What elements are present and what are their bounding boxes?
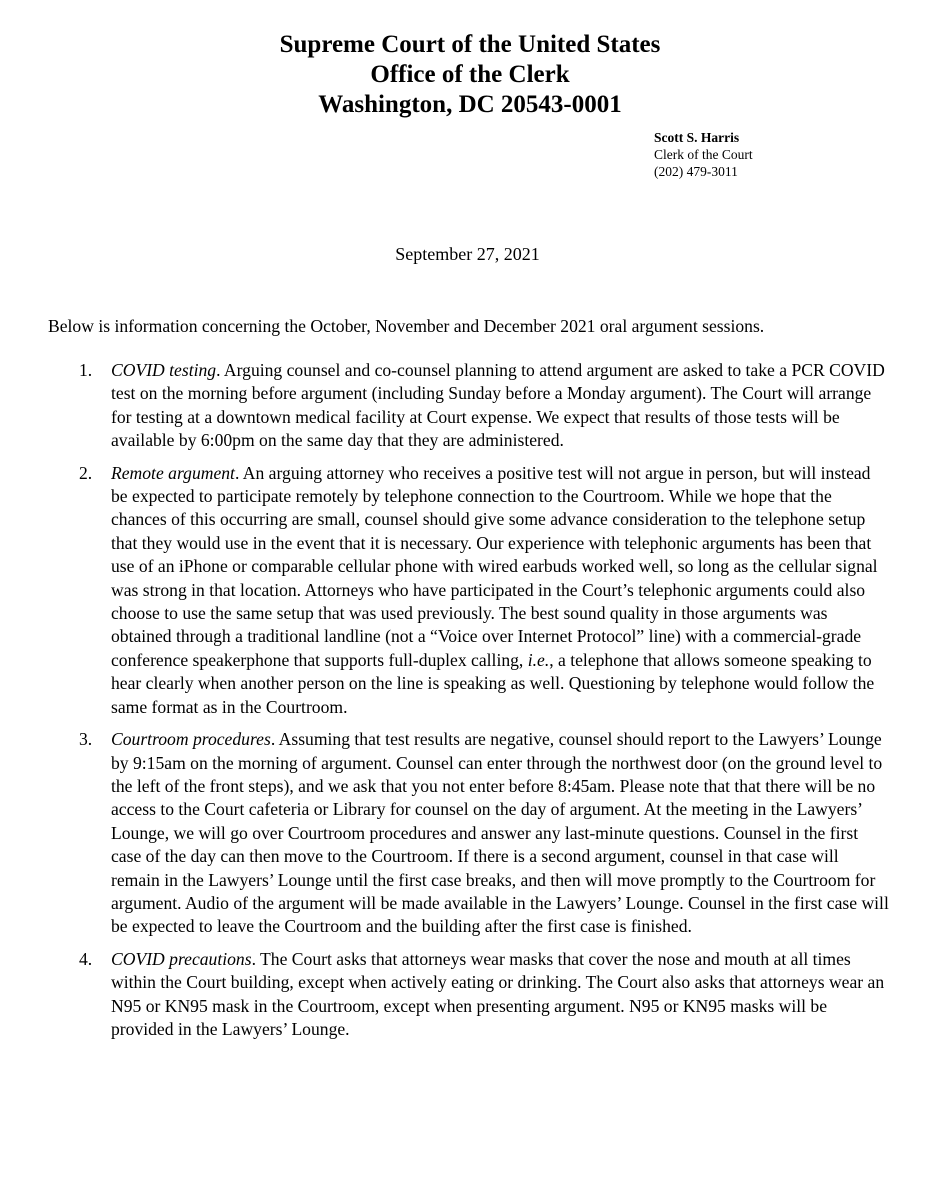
office-name: Office of the Clerk	[370, 61, 570, 88]
clerk-title: Clerk of the Court	[654, 147, 753, 162]
item-text	[111, 462, 889, 719]
clerk-name: Scott S. Harris	[654, 130, 740, 145]
item-number: 3.	[79, 729, 93, 750]
item-text	[111, 359, 889, 453]
item-body: . Assuming that test results are negative, counsel should report to the Lawyers’ Lounge by 9:15am on the morning of argument. Counsel can enter through the northwest door (on the ground level to the left of the front steps), and we ask that you not enter before 8:45am. Please note that that there will be no access to the Court cafeteria or Library for counsel on the day of argument. At the meeting in the Lawyers’ Lounge, we will go over Courtroom procedures and answer any last-minute questions. Counsel in the first case of the day can then move to the Courtroom. If there is a second argument, counsel in that case will remain in the Lawyers’ Lounge until the first case breaks, and then will move promptly to the Courtroom for argument. Audio of the argument will be made available in the Lawyers’ Lounge. Counsel in the first case will be expected to leave the Courtroom and the building after the first case is finished.	[111, 729, 889, 937]
item-body-continued: , a telephone that allows someone speaking to hear clearly when another person on the line is speaking as well. Questioning by telephone would follow the same format as in the Courtroom.	[111, 649, 875, 717]
clerk-phone: (202) 479-3011	[654, 164, 738, 179]
item-text	[111, 728, 889, 939]
item-body: . Arguing counsel and co-counsel planning to attend argument are asked to take a PCR COVID test on the morning before argument (including Sunday before a Monday argument). The Court will arrange for testing at a downtown medical facility at Court expense. We expect that results of those tests will be available by 6:00pm on the same day that they are administered.	[111, 360, 885, 451]
item-number: 1.	[79, 360, 93, 380]
item-body: . An arguing attorney who receives a positive test will not argue in person, but will instead be expected to participate remotely by telephone connection to the Courtroom. While we hope that the chances of this occurring are small, counsel should give some advance consideration to the telephone setup that they would use in the event that it is necessary. Our experience with telephonic arguments has been that use of an iPhone or comparable cellular phone with wired earbuds worked well, so long as the cellular signal was strong in that location. Attorneys who have participated in the Court’s telephonic arguments could also choose to use the same setup that was used previously. The best sound quality in those arguments was obtained through a traditional landline (not a “Voice over Internet Protocol” line) with a commercial-grade conference speakerphone that supports full-duplex calling,	[111, 462, 878, 670]
item-title: Courtroom procedures	[111, 729, 271, 750]
list-item	[79, 462, 889, 719]
list-item	[79, 948, 889, 1042]
clerk-signature-block	[654, 129, 753, 180]
information-list	[79, 359, 889, 1050]
item-body: . The Court asks that attorneys wear masks that cover the nose and mouth at all times within the Court building, except when actively eating or drinking. The Court also asks that attorneys wear an N95 or KN95 mask in the Courtroom, except when presenting argument. N95 or KN95 masks will be provided in the Lawyers’ Lounge.	[111, 948, 885, 1039]
item-title: Remote argument	[111, 462, 235, 483]
letter-date: September 27, 2021	[395, 244, 540, 264]
letterhead	[0, 30, 940, 120]
item-title: COVID testing	[111, 360, 217, 380]
list-item	[79, 359, 889, 453]
list-item	[79, 728, 889, 939]
item-ie: i.e.	[527, 649, 550, 670]
item-title: COVID precautions	[111, 948, 252, 969]
item-number: 2.	[79, 462, 93, 483]
item-text	[111, 948, 889, 1042]
court-name: Supreme Court of the United States	[279, 31, 661, 58]
intro-paragraph: Below is information concerning the October, November and December 2021 oral argument sessions.	[48, 316, 765, 336]
item-number: 4.	[79, 948, 93, 969]
office-address: Washington, DC 20543-0001	[318, 91, 622, 118]
